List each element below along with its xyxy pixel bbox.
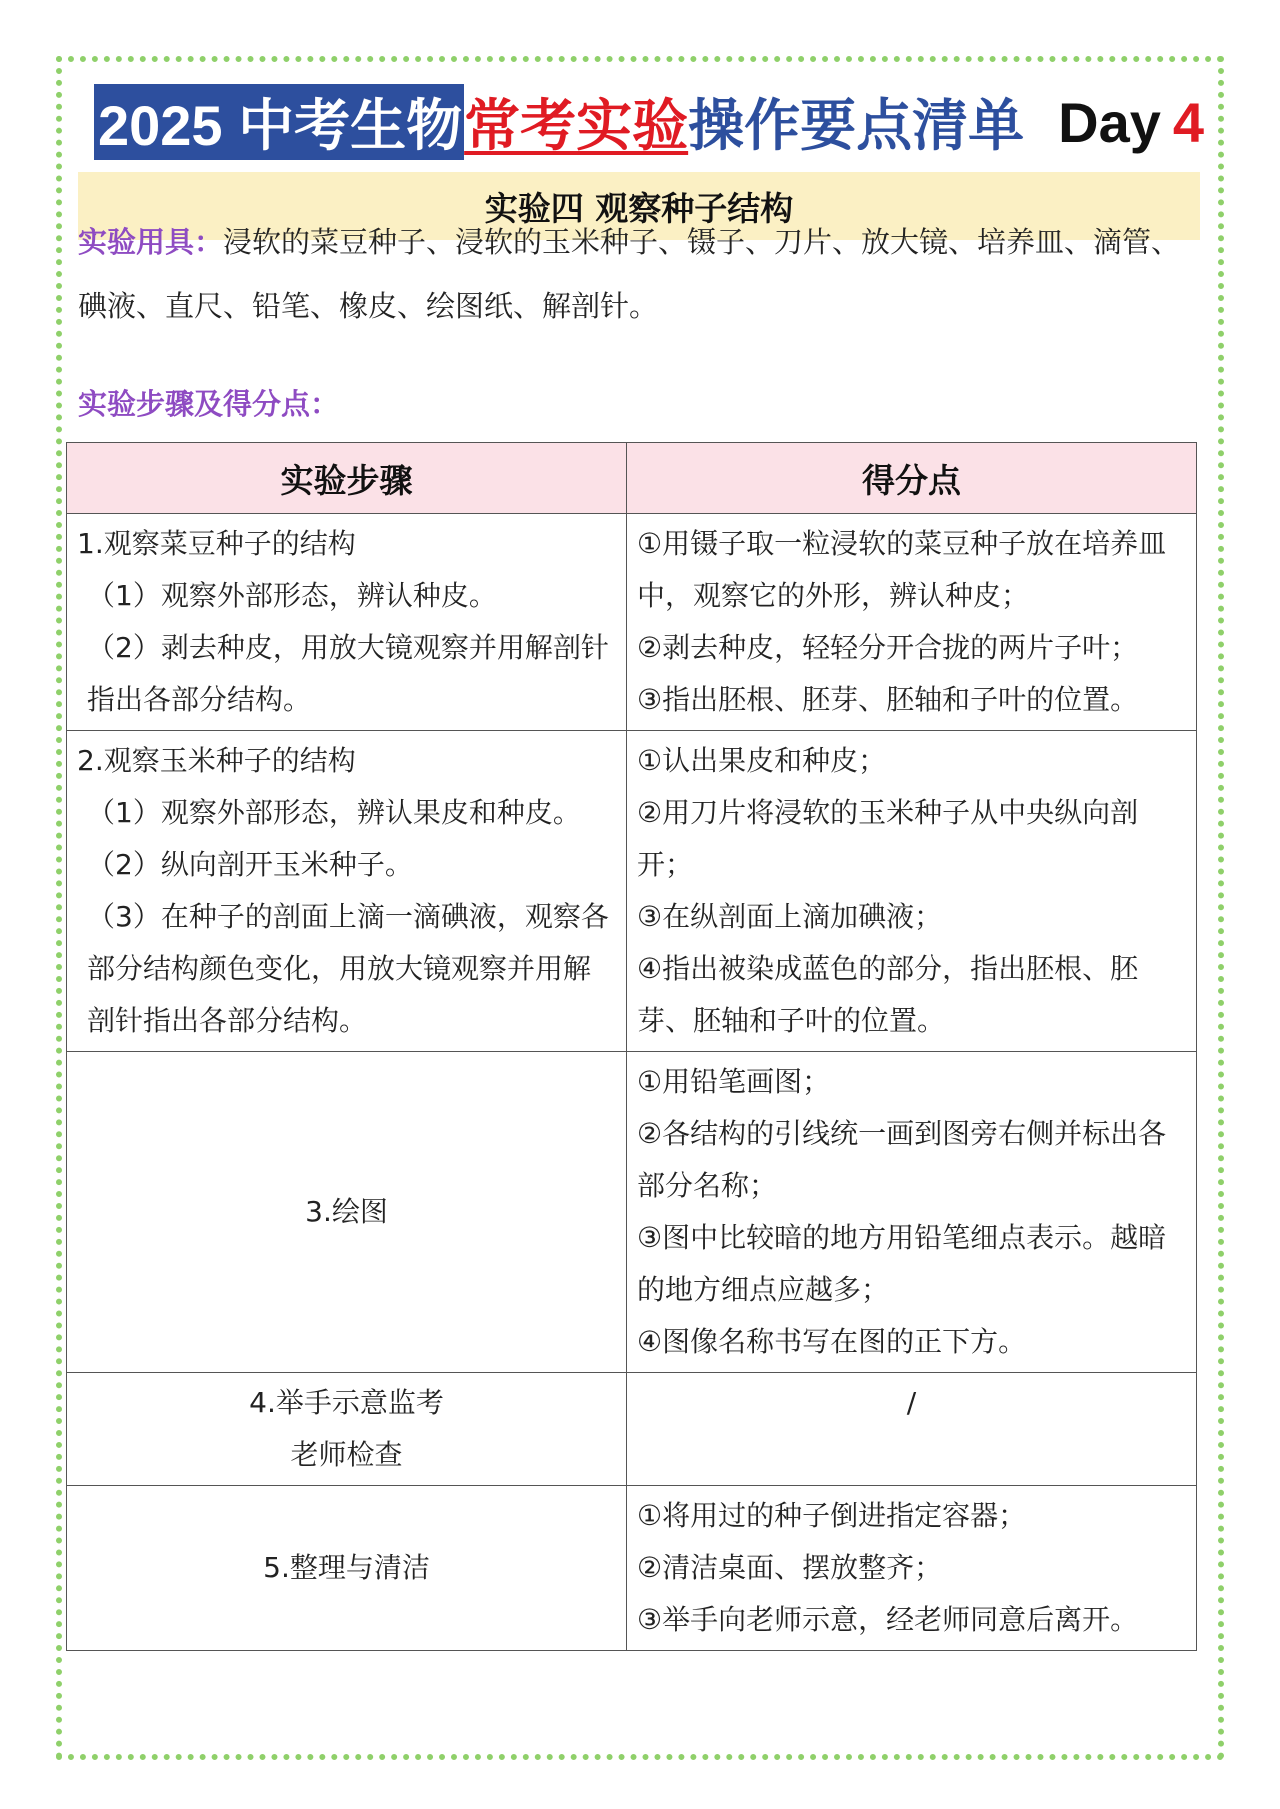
- point-line: ①将用过的种子倒进指定容器；: [637, 1499, 1027, 1532]
- step-cell: [67, 1486, 627, 1651]
- header-points: 得分点: [627, 443, 1197, 514]
- point-line: ①用镊子取一粒浸软的菜豆种子放在培养皿中，观察它的外形，辨认种皮；: [637, 527, 1167, 612]
- points-cell: [627, 1373, 1197, 1486]
- points-cell: [627, 731, 1197, 1052]
- point-line: ②剥去种皮，轻轻分开合拢的两片子叶；: [637, 631, 1139, 664]
- point-line: ③在纵剖面上滴加碘液；: [637, 900, 943, 933]
- step-line: 1.观察菜豆种子的结构: [77, 527, 356, 560]
- step-line: 4.举手示意监考: [249, 1386, 444, 1419]
- step-line: 3.绘图: [305, 1195, 388, 1228]
- step-cell: [67, 731, 627, 1052]
- point-line: ②清洁桌面、摆放整齐；: [637, 1551, 943, 1584]
- title-day-label: Day: [1058, 90, 1161, 154]
- points-cell: [627, 1052, 1197, 1373]
- steps-heading-label: 实验步骤及得分点：: [78, 387, 340, 421]
- table-row: [67, 514, 1197, 731]
- title-day-number: 4: [1172, 90, 1205, 154]
- step-line: （1）观察外部形态，辨认种皮。: [87, 579, 497, 612]
- header-steps: 实验步骤: [67, 443, 627, 514]
- steps-table: [66, 442, 1197, 1651]
- point-line: ①用铅笔画图；: [637, 1065, 831, 1098]
- step-line: 2.观察玉米种子的结构: [77, 744, 356, 777]
- point-line: /: [906, 1386, 917, 1419]
- point-line: ③举手向老师示意，经老师同意后离开。: [637, 1603, 1139, 1636]
- points-cell: [627, 514, 1197, 731]
- table-row: [67, 1052, 1197, 1373]
- table-row: [67, 1486, 1197, 1651]
- step-cell: [67, 514, 627, 731]
- title-rest: 操作要点清单: [688, 94, 1025, 157]
- table-header-row: [67, 443, 1197, 514]
- step-line: （2）剥去种皮，用放大镜观察并用解剖针指出各部分结构。: [87, 631, 609, 716]
- step-line: 老师检查: [290, 1438, 403, 1471]
- step-line: 5.整理与清洁: [263, 1551, 430, 1584]
- point-line: ①认出果皮和种皮；: [637, 744, 887, 777]
- step-cell: [67, 1052, 627, 1373]
- experiment-subtitle: 实验四 观察种子结构: [78, 172, 1200, 240]
- title-highlight: 常考实验: [464, 94, 689, 157]
- step-line: （3）在种子的剖面上滴一滴碘液，观察各部分结构颜色变化，用放大镜观察并用解剖针指出各部分结构。: [87, 900, 609, 1037]
- step-line: （1）观察外部形态，辨认果皮和种皮。: [87, 796, 581, 829]
- table-row: [67, 731, 1197, 1052]
- point-line: ④指出被染成蓝色的部分，指出胚根、胚芽、胚轴和子叶的位置。: [637, 952, 1139, 1037]
- point-line: ③指出胚根、胚芽、胚轴和子叶的位置。: [637, 683, 1139, 716]
- title-year-subject: 2025 中考生物: [94, 84, 464, 160]
- point-line: ②各结构的引线统一画到图旁右侧并标出各部分名称；: [637, 1117, 1167, 1202]
- page-title: [94, 76, 1205, 168]
- steps-heading: [78, 372, 1208, 436]
- points-cell: [627, 1486, 1197, 1651]
- tools-text: 浸软的菜豆种子、浸软的玉米种子、镊子、刀片、放大镜、培养皿、滴管、碘液、直尺、铅笔、橡皮、绘图纸、解剖针。: [78, 225, 1181, 323]
- step-cell: [67, 1373, 627, 1486]
- point-line: ③图中比较暗的地方用铅笔细点表示。越暗的地方细点应越多；: [637, 1221, 1167, 1306]
- tools-paragraph: [78, 210, 1208, 338]
- tools-label: 实验用具：: [78, 225, 224, 259]
- step-line: （2）纵向剖开玉米种子。: [87, 848, 413, 881]
- point-line: ②用刀片将浸软的玉米种子从中央纵向剖开；: [637, 796, 1139, 881]
- table-row: [67, 1373, 1197, 1486]
- point-line: ④图像名称书写在图的正下方。: [637, 1325, 1027, 1358]
